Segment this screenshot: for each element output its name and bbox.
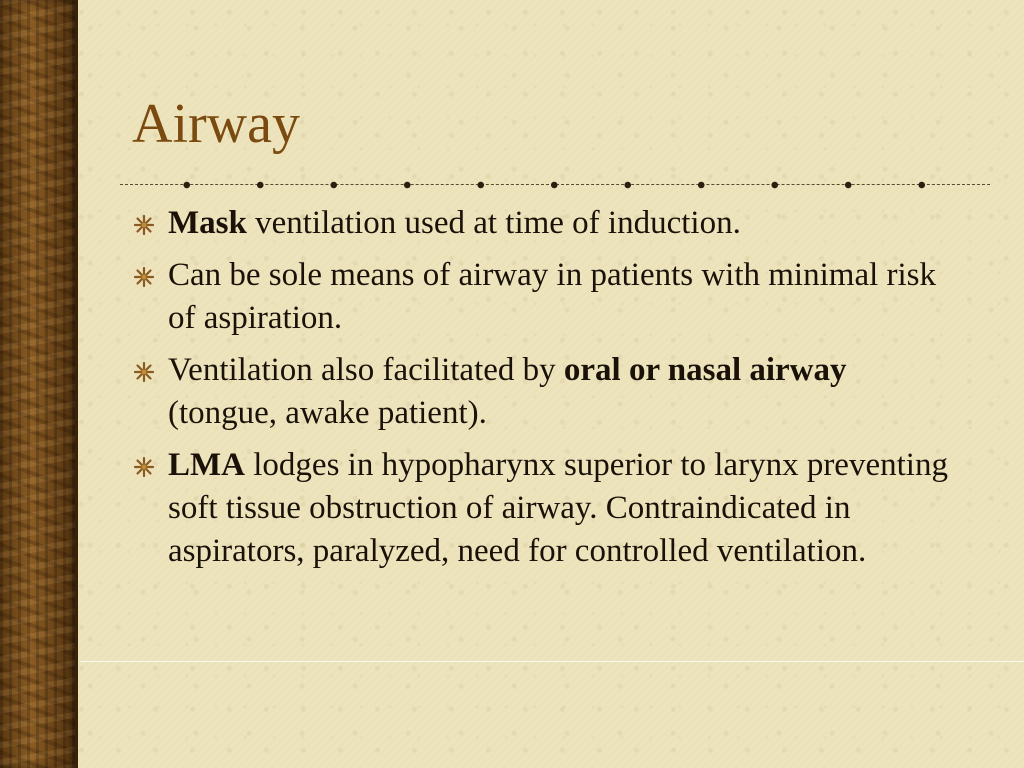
bullet-text-sole-means: Can be sole means of airway in patients with minimal risk of aspiration.: [168, 257, 937, 336]
footer-divider: [80, 661, 1024, 662]
bullet-item-lma: [133, 444, 963, 573]
asterisk-star-icon: [133, 266, 155, 288]
decorative-wood-strip: [0, 0, 78, 768]
bullet-text-ventilation-pre: Ventilation also facilitated by: [168, 352, 564, 388]
bullet-bold-oral-nasal-airway: oral or nasal airway: [563, 352, 847, 388]
slide-title: Airway: [132, 93, 300, 155]
asterisk-star-icon: [133, 456, 155, 478]
bullet-text-ventilation-post: (tongue, awake patient).: [168, 395, 487, 431]
wood-strip-edge: [75, 0, 78, 768]
asterisk-star-icon: [133, 361, 155, 383]
bullet-text-lma: lodges in hypopharynx superior to larynx preventing soft tissue obstruction of airway. Contraindicated in aspirators, paralyzed, need for controlled ventilation.: [168, 447, 948, 569]
bullet-item-sole-means: [133, 254, 963, 340]
bullet-item-mask: [133, 202, 963, 245]
bullet-bold-mask: Mask: [168, 205, 247, 241]
title-divider-dots: [120, 181, 990, 189]
bullet-list: [133, 202, 963, 582]
bullet-bold-lma: LMA: [168, 447, 245, 483]
bullet-item-ventilation: [133, 349, 963, 435]
asterisk-star-icon: [133, 214, 155, 236]
bullet-text-mask: ventilation used at time of induction.: [246, 205, 741, 241]
